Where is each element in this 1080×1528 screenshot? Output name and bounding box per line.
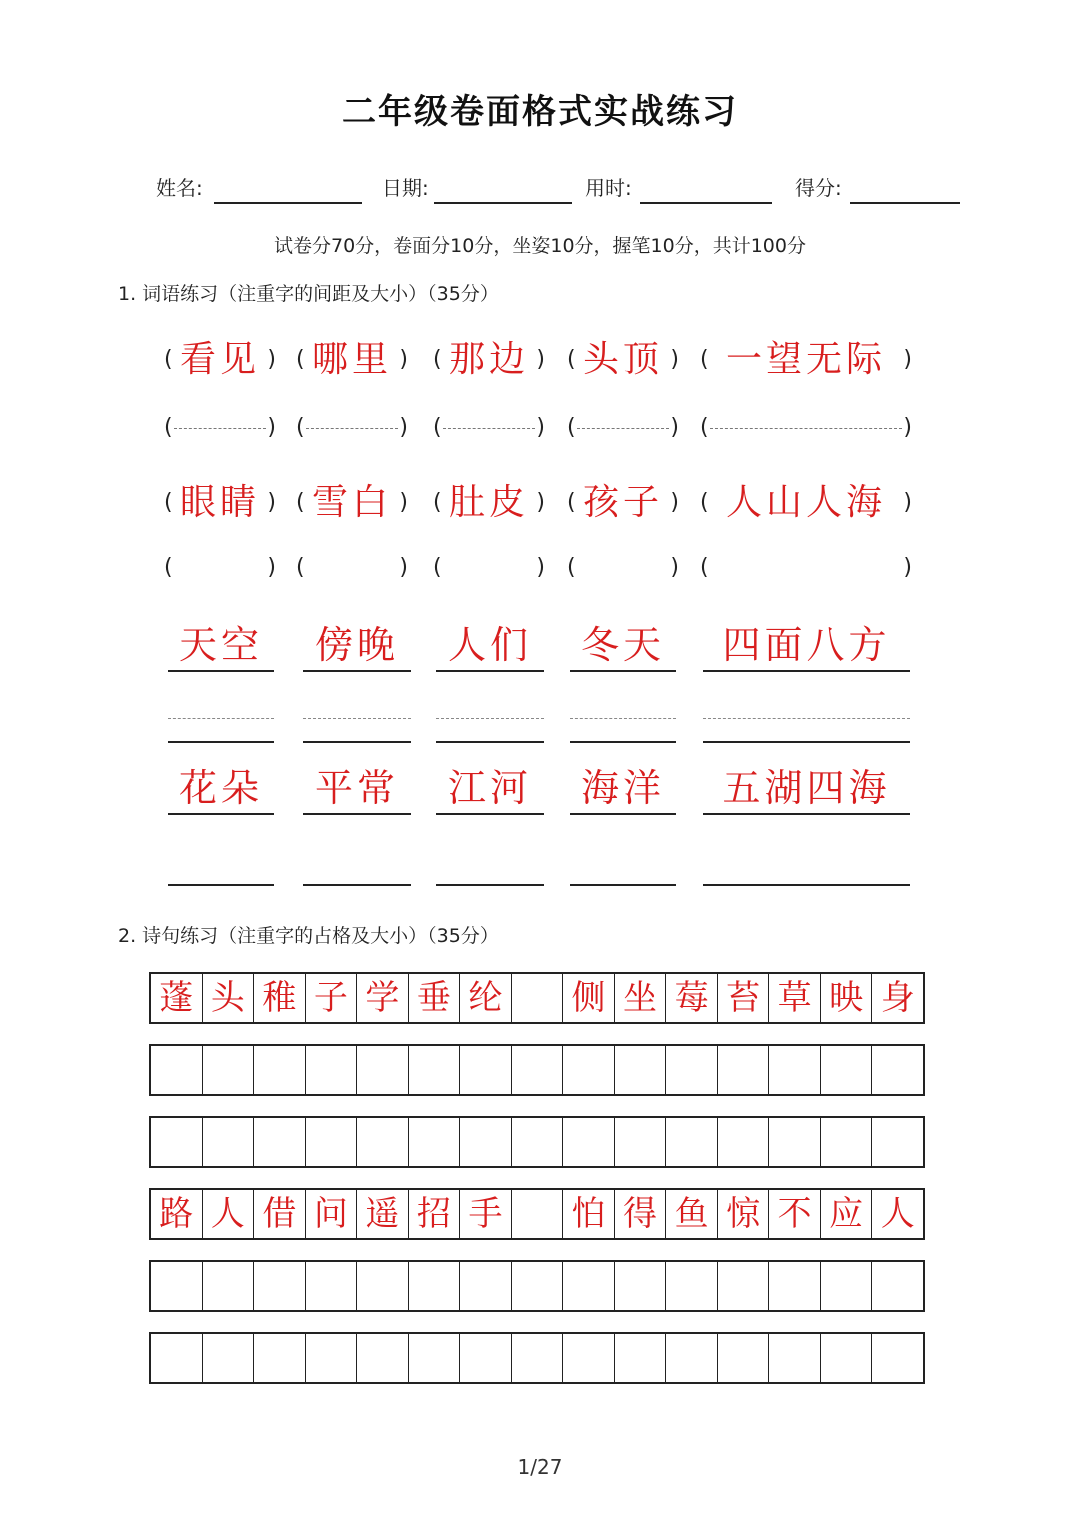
grid-cell: 映 bbox=[820, 974, 872, 1022]
word-pair: ( 那边 ) bbox=[433, 335, 545, 385]
empty-grid-cell[interactable] bbox=[408, 1118, 460, 1166]
empty-grid-cell[interactable] bbox=[717, 1046, 769, 1094]
answer-line[interactable] bbox=[570, 741, 676, 743]
grid-cell: 路 bbox=[159, 1194, 194, 1234]
answer-blank[interactable]: ( ) bbox=[433, 555, 545, 580]
empty-grid-cell[interactable] bbox=[459, 1046, 511, 1094]
empty-grid-cell[interactable] bbox=[356, 1046, 408, 1094]
empty-grid-cell[interactable] bbox=[459, 1334, 511, 1382]
empty-grid-cell[interactable] bbox=[665, 1118, 717, 1166]
grid-cell: 应 bbox=[820, 1190, 872, 1238]
dashed-guide-line bbox=[703, 718, 910, 719]
answer-blank[interactable]: ( ) bbox=[164, 555, 276, 580]
grid-cell: 怕 bbox=[562, 1190, 614, 1238]
practice-word: 看见 bbox=[179, 339, 260, 380]
empty-grid-cell[interactable] bbox=[459, 1118, 511, 1166]
grid-cell: 得 bbox=[614, 1190, 666, 1238]
empty-grid-cell[interactable] bbox=[665, 1334, 717, 1382]
grid-cell bbox=[511, 974, 563, 1022]
empty-grid-cell[interactable] bbox=[356, 1118, 408, 1166]
empty-grid-cell[interactable] bbox=[768, 1262, 820, 1310]
empty-grid-cell[interactable] bbox=[717, 1334, 769, 1382]
grid-cell: 问 bbox=[305, 1190, 357, 1238]
empty-grid-cell[interactable] bbox=[202, 1262, 254, 1310]
empty-grid-cell[interactable] bbox=[511, 1118, 563, 1166]
answer-line[interactable] bbox=[436, 884, 544, 886]
empty-grid-cell[interactable] bbox=[717, 1118, 769, 1166]
empty-grid-row[interactable] bbox=[149, 1260, 925, 1312]
empty-grid-cell[interactable] bbox=[253, 1118, 305, 1166]
grid-cell: 身 bbox=[871, 974, 923, 1022]
practice-word: 花朵 bbox=[178, 766, 263, 810]
grid-cell: 手 bbox=[459, 1190, 511, 1238]
empty-grid-cell[interactable] bbox=[562, 1046, 614, 1094]
score-label: 得分: bbox=[795, 176, 842, 200]
empty-grid-cell[interactable] bbox=[871, 1118, 923, 1166]
practice-word: 孩子 bbox=[582, 482, 663, 523]
empty-grid-cell[interactable] bbox=[768, 1334, 820, 1382]
empty-grid-cell[interactable] bbox=[717, 1262, 769, 1310]
practice-word: 天空 bbox=[178, 623, 263, 667]
practice-word: 眼睛 bbox=[179, 482, 260, 523]
empty-grid-cell[interactable] bbox=[202, 1118, 254, 1166]
word-pair: ( 看见 ) bbox=[164, 335, 276, 385]
dashed-guide-line bbox=[303, 718, 411, 719]
practice-word: 那边 bbox=[448, 339, 529, 380]
empty-grid-cell[interactable] bbox=[408, 1334, 460, 1382]
practice-word: 人们 bbox=[447, 623, 532, 667]
empty-grid-cell[interactable] bbox=[151, 1118, 202, 1166]
grid-cell: 借 bbox=[253, 1190, 305, 1238]
date-label: 日期: bbox=[382, 176, 429, 200]
word-pair: ( 眼睛 ) bbox=[164, 478, 276, 528]
underlined-word bbox=[703, 620, 910, 670]
page-title: 二年级卷面格式实战练习 bbox=[342, 92, 738, 132]
underlined-word bbox=[303, 620, 411, 670]
dashed-guide-line bbox=[570, 718, 676, 719]
answer-blank[interactable]: ( ) bbox=[164, 415, 276, 440]
grid-cell: 鱼 bbox=[665, 1190, 717, 1238]
empty-grid-cell[interactable] bbox=[614, 1262, 666, 1310]
practice-word: 江河 bbox=[447, 766, 532, 810]
practice-word: 四面八方 bbox=[722, 623, 891, 667]
underlined-word bbox=[570, 763, 676, 813]
empty-grid-cell[interactable] bbox=[614, 1334, 666, 1382]
empty-grid-cell[interactable] bbox=[202, 1046, 254, 1094]
underlined-word bbox=[436, 763, 544, 813]
empty-grid-cell[interactable] bbox=[820, 1118, 872, 1166]
info-row bbox=[0, 170, 1080, 210]
grid-cell: 草 bbox=[768, 974, 820, 1022]
empty-grid-cell[interactable] bbox=[459, 1262, 511, 1310]
underlined-word bbox=[168, 763, 274, 813]
name-label: 姓名: bbox=[156, 176, 203, 200]
practice-word: 海洋 bbox=[580, 766, 665, 810]
empty-grid-cell[interactable] bbox=[562, 1262, 614, 1310]
answer-blank[interactable]: ( ) bbox=[700, 415, 912, 440]
empty-grid-cell[interactable] bbox=[665, 1262, 717, 1310]
practice-word: 五湖四海 bbox=[722, 766, 891, 810]
answer-blank[interactable]: ( ) bbox=[296, 555, 408, 580]
practice-word: 平常 bbox=[314, 766, 399, 810]
empty-grid-cell[interactable] bbox=[614, 1118, 666, 1166]
word-pair: ( 一望无际 ) bbox=[700, 335, 912, 385]
answer-line[interactable] bbox=[703, 741, 910, 743]
grid-cell: 纶 bbox=[459, 974, 511, 1022]
empty-grid-cell[interactable] bbox=[305, 1118, 357, 1166]
poem-grid-row bbox=[149, 972, 925, 1024]
grid-cell: 垂 bbox=[408, 974, 460, 1022]
empty-grid-cell[interactable] bbox=[202, 1334, 254, 1382]
grid-cell: 侧 bbox=[562, 974, 614, 1022]
dashed-guide-line bbox=[168, 718, 274, 719]
empty-grid-cell[interactable] bbox=[562, 1334, 614, 1382]
empty-grid-cell[interactable] bbox=[820, 1262, 872, 1310]
answer-blank[interactable]: ( ) bbox=[296, 415, 408, 440]
poem-grid-row bbox=[149, 1188, 925, 1240]
grid-cell: 惊 bbox=[717, 1190, 769, 1238]
answer-blank[interactable]: ( ) bbox=[567, 555, 679, 580]
underlined-word bbox=[703, 763, 910, 813]
grid-cell: 蓬 bbox=[159, 978, 194, 1018]
time-label: 用时: bbox=[585, 176, 632, 200]
grid-cell: 遥 bbox=[356, 1190, 408, 1238]
answer-line[interactable] bbox=[168, 741, 274, 743]
empty-grid-cell[interactable] bbox=[151, 1334, 202, 1382]
grid-cell: 坐 bbox=[614, 974, 666, 1022]
empty-grid-cell[interactable] bbox=[151, 1262, 202, 1310]
practice-word: 冬天 bbox=[580, 623, 665, 667]
answer-line[interactable] bbox=[303, 884, 411, 886]
empty-grid-cell[interactable] bbox=[253, 1262, 305, 1310]
word-pair: ( 雪白 ) bbox=[296, 478, 408, 528]
answer-line[interactable] bbox=[168, 884, 274, 886]
empty-grid-cell[interactable] bbox=[356, 1262, 408, 1310]
underlined-word bbox=[436, 620, 544, 670]
section1-title: 1. 词语练习（注重字的间距及大小）（35分） bbox=[118, 283, 499, 305]
date-field[interactable] bbox=[434, 202, 572, 204]
practice-word: 肚皮 bbox=[448, 482, 529, 523]
practice-word: 人山人海 bbox=[725, 482, 886, 523]
word-pair: ( 头顶 ) bbox=[567, 335, 679, 385]
answer-blank[interactable]: ( ) bbox=[700, 555, 912, 580]
grid-cell: 苔 bbox=[717, 974, 769, 1022]
grid-cell: 头 bbox=[202, 974, 254, 1022]
word-pair: ( 肚皮 ) bbox=[433, 478, 545, 528]
practice-word: 一望无际 bbox=[725, 339, 886, 380]
grid-cell: 学 bbox=[356, 974, 408, 1022]
empty-grid-cell[interactable] bbox=[768, 1046, 820, 1094]
time-field[interactable] bbox=[640, 202, 772, 204]
empty-grid-cell[interactable] bbox=[768, 1118, 820, 1166]
empty-grid-cell[interactable] bbox=[871, 1046, 923, 1094]
dashed-guide-line bbox=[436, 718, 544, 719]
grid-cell: 稚 bbox=[253, 974, 305, 1022]
answer-line[interactable] bbox=[570, 884, 676, 886]
empty-grid-cell[interactable] bbox=[305, 1262, 357, 1310]
underlined-word bbox=[168, 620, 274, 670]
name-field[interactable] bbox=[214, 202, 362, 204]
empty-grid-cell[interactable] bbox=[305, 1046, 357, 1094]
empty-grid-cell[interactable] bbox=[305, 1334, 357, 1382]
answer-blank[interactable]: ( ) bbox=[433, 415, 545, 440]
empty-grid-cell[interactable] bbox=[408, 1046, 460, 1094]
page-number: 1/27 bbox=[517, 1455, 563, 1479]
empty-grid-cell[interactable] bbox=[511, 1046, 563, 1094]
empty-grid-cell[interactable] bbox=[253, 1046, 305, 1094]
underlined-word bbox=[570, 620, 676, 670]
section2-title: 2. 诗句练习（注重字的占格及大小）（35分） bbox=[118, 925, 499, 947]
answer-blank[interactable]: ( ) bbox=[567, 415, 679, 440]
word-pair: ( 人山人海 ) bbox=[700, 478, 912, 528]
empty-grid-cell[interactable] bbox=[871, 1262, 923, 1310]
empty-grid-row[interactable] bbox=[149, 1332, 925, 1384]
empty-grid-cell[interactable] bbox=[511, 1262, 563, 1310]
practice-word: 哪里 bbox=[311, 339, 392, 380]
empty-grid-cell[interactable] bbox=[820, 1046, 872, 1094]
empty-grid-cell[interactable] bbox=[820, 1334, 872, 1382]
practice-word: 头顶 bbox=[582, 339, 663, 380]
empty-grid-cell[interactable] bbox=[614, 1046, 666, 1094]
empty-grid-cell[interactable] bbox=[408, 1262, 460, 1310]
empty-grid-cell[interactable] bbox=[356, 1334, 408, 1382]
answer-line[interactable] bbox=[436, 741, 544, 743]
empty-grid-cell[interactable] bbox=[151, 1046, 202, 1094]
practice-word: 雪白 bbox=[311, 482, 392, 523]
empty-grid-cell[interactable] bbox=[562, 1118, 614, 1166]
word-pair: ( 孩子 ) bbox=[567, 478, 679, 528]
grid-cell: 招 bbox=[408, 1190, 460, 1238]
grid-cell bbox=[511, 1190, 563, 1238]
empty-grid-row[interactable] bbox=[149, 1044, 925, 1096]
empty-grid-cell[interactable] bbox=[871, 1334, 923, 1382]
score-field[interactable] bbox=[850, 202, 960, 204]
grid-cell: 不 bbox=[768, 1190, 820, 1238]
practice-word: 傍晚 bbox=[314, 623, 399, 667]
grid-cell: 莓 bbox=[665, 974, 717, 1022]
empty-grid-row[interactable] bbox=[149, 1116, 925, 1168]
grid-cell: 子 bbox=[305, 974, 357, 1022]
answer-line[interactable] bbox=[703, 884, 910, 886]
score-breakdown: 试卷分70分，卷面分10分，坐姿10分，握笔10分，共计100分 bbox=[274, 235, 806, 257]
empty-grid-cell[interactable] bbox=[665, 1046, 717, 1094]
word-pair: ( 哪里 ) bbox=[296, 335, 408, 385]
underlined-word bbox=[303, 763, 411, 813]
grid-cell: 人 bbox=[871, 1190, 923, 1238]
answer-line[interactable] bbox=[303, 741, 411, 743]
empty-grid-cell[interactable] bbox=[253, 1334, 305, 1382]
empty-grid-cell[interactable] bbox=[511, 1334, 563, 1382]
grid-cell: 人 bbox=[202, 1190, 254, 1238]
